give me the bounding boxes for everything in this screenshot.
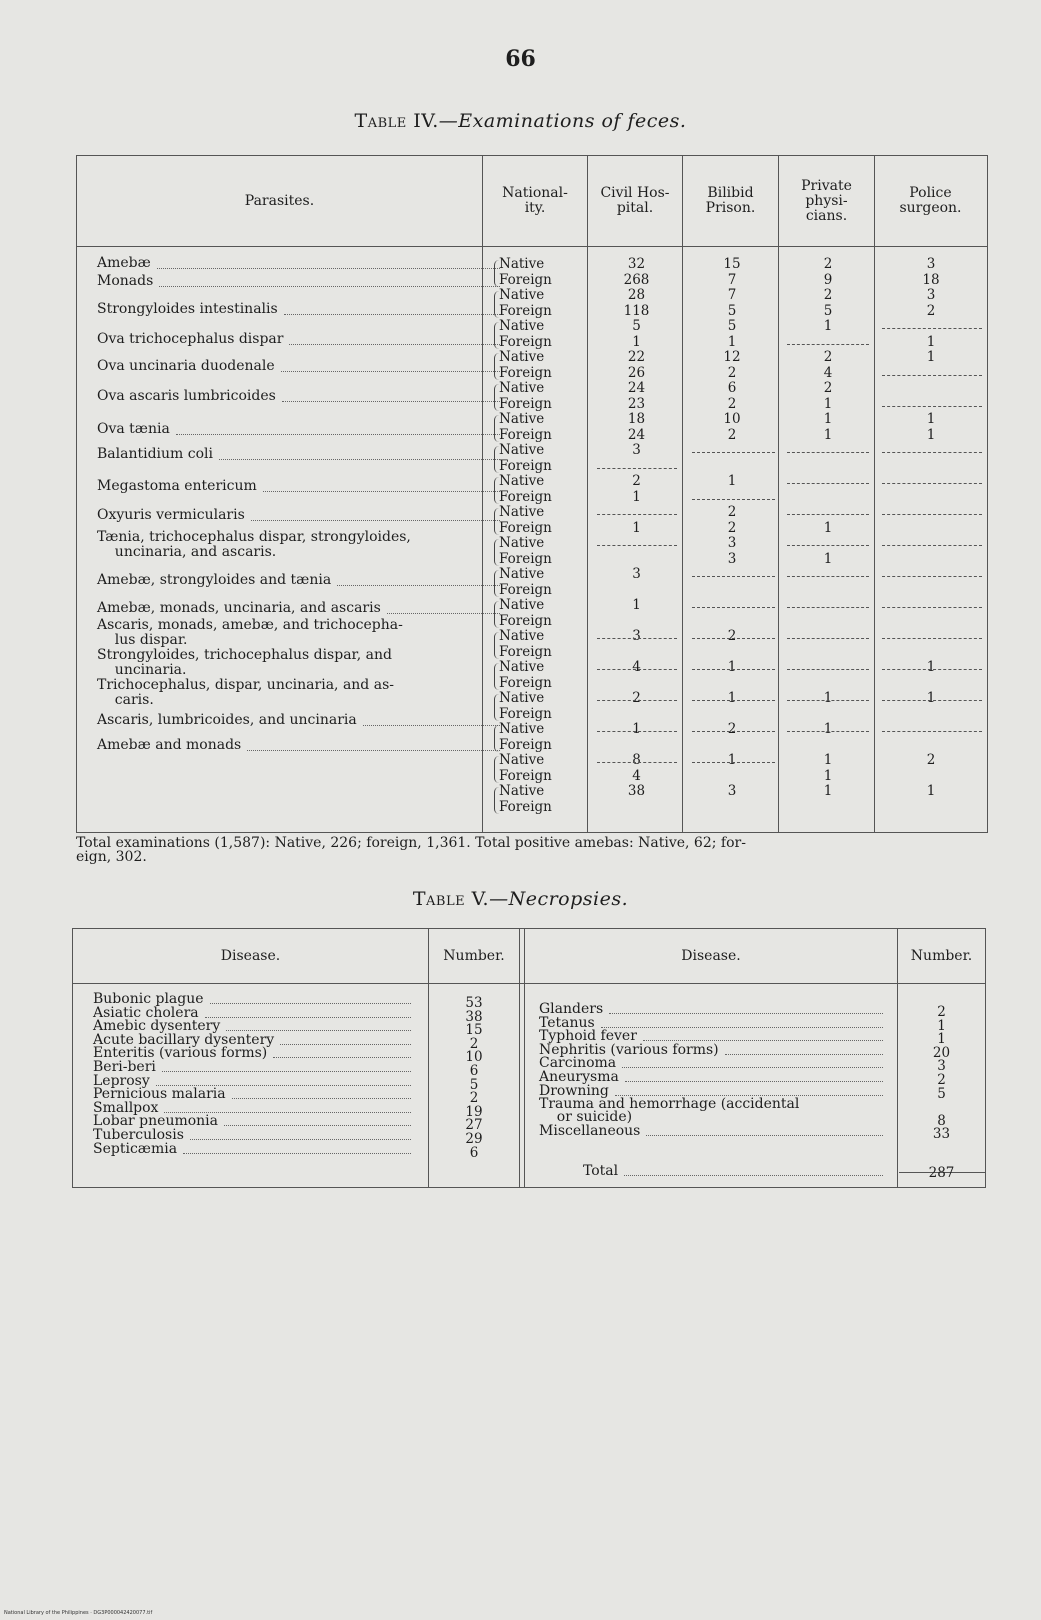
empty-dash [882, 700, 982, 701]
bilibid-prison-value: 1 [727, 752, 737, 768]
private-physicians-value: 5 [823, 302, 833, 319]
parasite-row [97, 648, 502, 678]
civil-hospital-value: 4 [632, 767, 641, 784]
leader-dots [337, 573, 500, 586]
necropsy-count: 6 [469, 1144, 479, 1161]
civil-hospital-value: 2 [632, 690, 641, 706]
private-physicians-value: 1 [823, 690, 833, 706]
nationality-foreign: Foreign [499, 798, 552, 815]
bilibid-prison-value: 3 [727, 550, 737, 567]
header-number-left: Number. [443, 948, 505, 964]
necropsy-count: 20 [932, 1044, 951, 1061]
parasite-row [97, 302, 502, 317]
parasite-row [97, 359, 502, 374]
bilibid-prison-value: 2 [727, 364, 737, 381]
nationality-foreign: Foreign [499, 395, 552, 412]
civil-hospital-value: 1 [632, 519, 641, 536]
nationality-native: Native [499, 442, 545, 458]
civil-hospital-value: 1 [632, 488, 641, 505]
parasite-row [97, 479, 502, 494]
leader-dots [159, 274, 500, 287]
nationality-native: Native [499, 659, 545, 675]
disease-label: Bubonic plague [93, 991, 204, 1007]
leader-dots [183, 1143, 411, 1154]
parasite-label: Trichocephalus, dispar, uncinaria, and as- caris. [97, 677, 394, 708]
nationality-foreign: Foreign [499, 302, 552, 319]
bilibid-prison-value: 5 [727, 318, 737, 334]
leader-dots [280, 1034, 411, 1045]
header-bilibid-prison: Bilibid Prison. [705, 185, 756, 216]
leader-dots [725, 1044, 883, 1055]
necropsy-count: 27 [465, 1117, 483, 1134]
civil-hospital-value: 4 [632, 659, 641, 675]
necropsy-count: 29 [465, 1131, 483, 1147]
disease-label: Septicæmia [93, 1140, 178, 1157]
table-v-subtitle: —Necropsies. [489, 888, 629, 910]
footer-mark: National Library of the Philippines · DG3P000042420077.tif [4, 1610, 153, 1616]
empty-dash [882, 328, 982, 329]
parasite-row [97, 389, 502, 404]
empty-dash [787, 700, 869, 701]
nationality-native: Native [499, 411, 545, 427]
leader-dots [622, 1057, 883, 1068]
empty-dash [597, 514, 677, 515]
empty-dash [787, 607, 869, 608]
leader-dots [247, 738, 500, 751]
civil-hospital-value: 32 [627, 256, 646, 272]
necropsy-count: 10 [465, 1049, 483, 1066]
table-v-title [0, 888, 1041, 910]
civil-hospital-value: 5 [632, 318, 641, 334]
leader-dots [263, 479, 500, 492]
nationality-foreign: Foreign [499, 426, 552, 443]
civil-hospital-value: 118 [623, 302, 650, 319]
header-disease-left: Disease. [220, 948, 281, 964]
empty-dash [882, 669, 982, 670]
leader-dots [282, 389, 500, 402]
leader-dots [251, 508, 500, 521]
nationality-native: Native [499, 504, 545, 520]
bilibid-prison-value: 2 [727, 426, 737, 443]
nationality-native: Native [499, 256, 545, 272]
nationality-foreign: Foreign [499, 457, 552, 474]
table-iv-subtitle: —Examinations of feces. [438, 110, 687, 132]
necropsy-count: 53 [465, 995, 483, 1011]
nationality-foreign: Foreign [499, 705, 552, 722]
empty-dash [692, 762, 775, 763]
empty-dash [882, 452, 982, 453]
nationality-native: Native [499, 752, 545, 768]
bilibid-prison-value: 3 [727, 783, 737, 799]
disease-label: Carcinoma [539, 1055, 617, 1072]
necropsy-count: 2 [469, 1090, 479, 1107]
necropsy-count: 33 [932, 1126, 951, 1143]
parasite-row [97, 332, 502, 347]
police-surgeon-value: 2 [926, 752, 936, 768]
parasite-label: Strongyloides intestinalis [97, 301, 278, 317]
table-iv-body [77, 247, 987, 832]
disease-row [93, 1140, 413, 1157]
necropsy-count: 3 [937, 1058, 946, 1075]
nationality-native: Native [499, 628, 545, 644]
parasite-label: Ova ascaris lumbricoides [97, 388, 276, 404]
parasite-label: Ova tænia [97, 421, 170, 437]
nationality-foreign: Foreign [499, 643, 552, 660]
leader-dots [363, 713, 500, 726]
bilibid-prison-value: 6 [727, 380, 737, 396]
empty-dash [597, 669, 677, 670]
table-iv-title [0, 110, 1041, 132]
police-surgeon-value: 1 [926, 349, 936, 365]
parasite-row [97, 573, 502, 588]
table-iv-label: Table IV. [354, 110, 439, 132]
private-physicians-value: 1 [823, 721, 833, 737]
parasite-label: Amebæ and monads [97, 737, 242, 753]
parasite-label: Balantidium coli [97, 446, 213, 462]
header-number-right: Number. [910, 948, 973, 964]
police-surgeon-value: 1 [926, 690, 936, 706]
bilibid-prison-value: 2 [727, 395, 737, 412]
parasite-row [97, 256, 502, 271]
total-row [583, 1165, 885, 1178]
leader-dots [643, 1030, 883, 1041]
disease-label: Trauma and hemorrhage (accidental or suicide) [539, 1096, 800, 1126]
disease-row [539, 1098, 885, 1124]
parasite-row [97, 601, 502, 616]
necropsy-count: 2 [937, 1072, 946, 1088]
empty-dash [597, 638, 677, 639]
parasite-label: Ova uncinaria duodenale [97, 358, 275, 374]
bilibid-prison-value: 1 [727, 690, 737, 706]
civil-hospital-value: 22 [627, 349, 646, 365]
parasite-label: Ascaris, lumbricoides, and uncinaria [97, 712, 357, 728]
leader-dots [624, 1165, 883, 1176]
leader-dots [281, 359, 500, 372]
nationality-foreign: Foreign [499, 488, 552, 505]
nationality-native: Native [499, 783, 545, 799]
parasite-row [97, 447, 502, 462]
private-physicians-value: 2 [823, 380, 833, 396]
disease-label: Glanders [539, 1001, 604, 1017]
parasite-label: Ascaris, monads, amebæ, and trichocepha- lus dispar. [97, 617, 403, 648]
leader-dots [387, 601, 500, 614]
civil-hospital-value: 24 [627, 380, 646, 396]
necropsy-count: 38 [465, 1008, 483, 1025]
private-physicians-value: 2 [823, 349, 833, 365]
civil-hospital-value: 23 [627, 395, 646, 412]
empty-dash [597, 731, 677, 732]
disease-label: Amebic dysentery [93, 1018, 221, 1035]
leader-dots [224, 1115, 411, 1126]
disease-label: Tetanus [539, 1014, 595, 1031]
table-iv [76, 155, 988, 833]
bilibid-prison-value: 2 [727, 519, 737, 536]
nationality-native: Native [499, 473, 545, 489]
police-surgeon-value: 1 [926, 333, 936, 350]
disease-label: Nephritis (various forms) [539, 1041, 719, 1058]
nationality-foreign: Foreign [499, 581, 552, 598]
empty-dash [882, 638, 982, 639]
civil-hospital-value: 24 [627, 426, 646, 443]
leader-dots [205, 1007, 411, 1018]
disease-label: Miscellaneous [539, 1123, 641, 1140]
empty-dash [692, 700, 775, 701]
leader-dots [219, 447, 500, 460]
police-surgeon-value: 1 [926, 411, 936, 427]
bilibid-prison-value: 15 [723, 256, 741, 272]
disease-label: Asiatic cholera [93, 1004, 199, 1021]
nationality-native: Native [499, 597, 545, 613]
nationality-foreign: Foreign [499, 333, 552, 350]
page-number: 66 [505, 46, 536, 72]
leader-dots [190, 1129, 411, 1140]
parasite-label: Amebæ, strongyloides and tænia [97, 572, 332, 588]
private-physicians-value: 2 [823, 256, 833, 272]
private-physicians-value: 4 [823, 364, 833, 381]
empty-dash [882, 545, 982, 546]
leader-dots [176, 422, 500, 435]
empty-dash [692, 576, 775, 577]
disease-label: Acute bacillary dysentery [93, 1031, 275, 1048]
leader-dots [625, 1071, 883, 1082]
nationality-native: Native [499, 690, 545, 706]
table-v [72, 928, 986, 1188]
police-surgeon-value: 3 [926, 287, 936, 303]
civil-hospital-value: 1 [632, 333, 641, 350]
leader-dots [646, 1125, 883, 1136]
leader-dots [601, 1017, 883, 1028]
header-police-surgeon: Police surgeon. [899, 185, 962, 216]
bilibid-prison-value: 3 [727, 535, 737, 551]
disease-label: Typhoid fever [539, 1028, 637, 1045]
private-physicians-value: 1 [823, 411, 833, 427]
leader-dots [284, 302, 500, 315]
disease-label: Lobar pneumonia [93, 1113, 219, 1130]
necropsy-count: 2 [469, 1035, 479, 1052]
necropsy-count: 8 [937, 1112, 946, 1129]
empty-dash [787, 576, 869, 577]
nationality-native: Native [499, 721, 545, 737]
civil-hospital-value: 26 [627, 364, 646, 381]
parasite-row [97, 508, 502, 523]
nationality-foreign: Foreign [499, 674, 552, 691]
civil-hospital-value: 1 [632, 721, 641, 737]
nationality-foreign: Foreign [499, 271, 552, 288]
empty-dash [597, 762, 677, 763]
bilibid-prison-value: 2 [727, 628, 737, 644]
necropsy-count: 1 [937, 1017, 946, 1034]
empty-dash [597, 545, 677, 546]
private-physicians-value: 2 [823, 287, 833, 303]
civil-hospital-value: 28 [627, 287, 646, 303]
parasite-row [97, 530, 502, 560]
civil-hospital-value: 1 [632, 597, 641, 613]
private-physicians-value: 1 [823, 395, 833, 412]
civil-hospital-value: 8 [632, 752, 641, 768]
empty-dash [882, 607, 982, 608]
necropsy-count: 6 [469, 1063, 479, 1079]
empty-dash [692, 638, 775, 639]
nationality-foreign: Foreign [499, 736, 552, 753]
necropsy-count: 5 [937, 1085, 946, 1102]
private-physicians-value: 1 [823, 318, 833, 334]
disease-label: Enteritis (various forms) [93, 1045, 268, 1062]
empty-dash [882, 406, 982, 407]
private-physicians-value: 1 [823, 519, 833, 536]
parasite-label: Megastoma entericum [97, 478, 257, 494]
necropsy-count: 2 [937, 1004, 946, 1020]
disease-label: Aneurysma [539, 1069, 619, 1085]
bilibid-prison-value: 10 [723, 411, 741, 427]
nationality-native: Native [499, 380, 545, 396]
leader-dots [615, 1085, 883, 1096]
leader-dots [157, 256, 500, 269]
police-surgeon-value: 1 [926, 659, 936, 675]
bilibid-prison-value: 1 [727, 659, 737, 675]
leader-dots [162, 1061, 411, 1072]
nationality-native: Native [499, 566, 545, 582]
bilibid-prison-value: 7 [727, 287, 737, 303]
leader-dots [226, 1020, 411, 1031]
empty-dash [882, 576, 982, 577]
private-physicians-value: 1 [823, 550, 833, 567]
police-surgeon-value: 3 [926, 256, 936, 272]
leader-dots [609, 1003, 883, 1014]
empty-dash [787, 638, 869, 639]
leader-dots [232, 1088, 411, 1099]
empty-dash [787, 669, 869, 670]
nationality-foreign: Foreign [499, 612, 552, 629]
disease-label: Pernicious malaria [93, 1086, 226, 1103]
private-physicians-value: 9 [823, 271, 833, 288]
necropsy-count: 5 [469, 1076, 479, 1093]
private-physicians-value: 1 [823, 767, 833, 784]
empty-dash [787, 545, 869, 546]
bilibid-prison-value: 2 [727, 504, 737, 520]
bilibid-prison-value: 1 [727, 473, 737, 489]
parasite-label: Amebæ, monads, uncinaria, and ascaris [97, 600, 381, 616]
nationality-native: Native [499, 287, 545, 303]
bilibid-prison-value: 12 [723, 349, 741, 365]
header-civil-hospital: Civil Hos- pital. [600, 185, 670, 216]
civil-hospital-value: 3 [632, 628, 641, 644]
leader-dots [289, 332, 500, 345]
table-v-label: Table V. [412, 888, 490, 910]
parasite-row [97, 738, 502, 753]
nationality-native: Native [499, 318, 545, 334]
disease-label: Smallpox [93, 1099, 159, 1116]
empty-dash [787, 514, 869, 515]
empty-dash [882, 731, 982, 732]
police-surgeon-value: 1 [926, 783, 936, 799]
parasite-label: Monads [97, 273, 154, 289]
civil-hospital-value: 2 [632, 473, 641, 489]
nationality-native: Native [499, 349, 545, 365]
civil-hospital-value: 18 [627, 411, 646, 427]
disease-label: Leprosy [93, 1072, 150, 1089]
parasite-label: Oxyuris vermicularis [97, 507, 245, 523]
bilibid-prison-value: 7 [727, 271, 737, 288]
parasite-row [97, 678, 502, 708]
parasite-row [97, 618, 502, 648]
parasite-row [97, 713, 502, 728]
bilibid-prison-value: 1 [727, 333, 737, 350]
parasite-label: Tænia, trichocephalus dispar, strongyloides, uncinaria, and ascaris. [97, 529, 411, 560]
parasite-label: Strongyloides, trichocephalus dispar, and uncinaria. [97, 647, 392, 678]
nationality-foreign: Foreign [499, 364, 552, 381]
police-surgeon-value: 1 [926, 426, 936, 443]
bilibid-prison-value: 2 [727, 721, 737, 737]
disease-label: Tuberculosis [93, 1127, 184, 1143]
necropsy-count: 15 [465, 1022, 483, 1039]
table-iv-footnote: Total examinations (1,587): Native, 226; foreign, 1,361. Total positive amebas: Native, 62; for- eign, 302. [76, 835, 746, 865]
police-surgeon-value: 18 [922, 271, 940, 288]
civil-hospital-value: 3 [632, 442, 641, 458]
header-nationality: National- ity. [502, 185, 568, 216]
leader-dots [164, 1102, 411, 1113]
empty-dash [882, 514, 982, 515]
disease-label: Drowning [539, 1082, 609, 1099]
police-surgeon-value: 2 [926, 302, 936, 319]
nationality-native: Native [499, 535, 545, 551]
parasite-label: Amebæ [97, 255, 151, 271]
bilibid-prison-value: 5 [727, 302, 737, 319]
parasite-row [97, 422, 502, 437]
empty-dash [597, 468, 677, 469]
necropsy-count: 19 [465, 1103, 483, 1120]
empty-dash [597, 700, 677, 701]
empty-dash [787, 483, 869, 484]
empty-dash [692, 452, 775, 453]
necropsy-count: 1 [937, 1031, 946, 1048]
empty-dash [692, 499, 775, 500]
leader-dots [273, 1047, 411, 1058]
empty-dash [692, 669, 775, 670]
disease-label: Beri-beri [93, 1059, 156, 1075]
header-private-physicians: Private physi- cians. [801, 177, 852, 224]
empty-dash [787, 452, 869, 453]
civil-hospital-value: 38 [627, 783, 646, 799]
nationality-foreign: Foreign [499, 550, 552, 567]
empty-dash [882, 483, 982, 484]
leader-dots [156, 1075, 411, 1086]
leader-dots [210, 993, 411, 1004]
header-disease-right: Disease. [681, 948, 741, 964]
total-value: 287 [928, 1165, 955, 1181]
parasite-label: Ova trichocephalus dispar [97, 331, 284, 347]
private-physicians-value: 1 [823, 752, 833, 768]
nationality-foreign: Foreign [499, 767, 552, 784]
parasite-row [97, 274, 502, 289]
empty-dash [787, 344, 869, 345]
total-label: Total [583, 1163, 619, 1179]
empty-dash [692, 731, 775, 732]
empty-dash [692, 607, 775, 608]
disease-row [539, 1125, 885, 1138]
empty-dash [882, 375, 982, 376]
private-physicians-value: 1 [823, 783, 833, 799]
empty-dash [787, 731, 869, 732]
civil-hospital-value: 3 [632, 566, 641, 582]
nationality-foreign: Foreign [499, 519, 552, 536]
private-physicians-value: 1 [823, 426, 833, 443]
header-parasites: Parasites. [244, 192, 315, 209]
civil-hospital-value: 268 [623, 271, 650, 288]
